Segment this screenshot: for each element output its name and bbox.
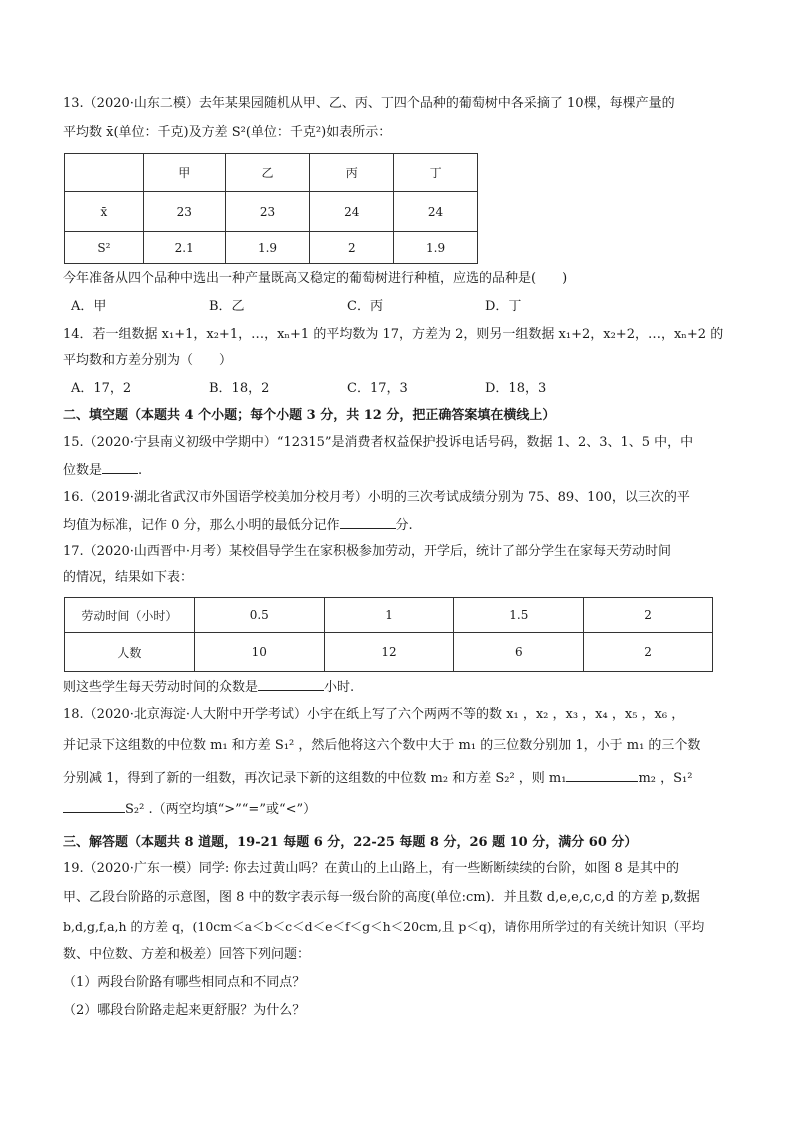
q16-text-end: 分. bbox=[395, 518, 413, 533]
q18-answer-blank-1[interactable] bbox=[566, 768, 638, 782]
q17-line2: 的情况，结果如下表： bbox=[63, 570, 194, 585]
q14-line1: 14．若一组数据 x₁+1，x₂+1，…，xₙ+1 的平均数为 17，方差为 2，则另一组数据 x₁+2，x₂+2，…，xₙ+2 的 bbox=[63, 327, 724, 342]
q13-table-row bbox=[65, 232, 478, 264]
q17-table-row bbox=[65, 598, 713, 633]
q13-cell-label: S² bbox=[65, 232, 144, 264]
q18-answer-blank-2[interactable] bbox=[63, 799, 125, 813]
q14-option-a[interactable]: A．17，2 bbox=[71, 381, 132, 396]
q14-options bbox=[63, 380, 623, 398]
q14-option-c[interactable]: C．17，3 bbox=[347, 381, 408, 396]
q13-cell-label: x̄ bbox=[65, 192, 144, 232]
q13-cell: 24 bbox=[310, 192, 394, 232]
q17-cell: 2 bbox=[584, 598, 713, 633]
q15-text-end: . bbox=[138, 463, 143, 478]
q19-line1: 19.（2020·广东一模）同学: 你去过黄山吗？在黄山的上山路上，有一些断断续续的台阶，如图 8 是其中的 bbox=[63, 861, 679, 876]
q13-header-cell: 丁 bbox=[394, 154, 478, 192]
q16-line1: 16.（2019·湖北省武汉市外国语学校美加分校月考）小明的三次考试成绩分别为 75、89、100，以三次的平 bbox=[63, 490, 690, 505]
q13-header-cell bbox=[65, 154, 144, 192]
q13-cell: 2.1 bbox=[143, 232, 225, 264]
q19-line2: 甲、乙段台阶路的示意图，图 8 中的数字表示每一级台阶的高度(单位:cm)．并且数 d,e,e,c,c,d 的方差 p,数据 bbox=[63, 890, 700, 905]
q19-line3: b,d,g,f,a,h 的方差 q，(10cm＜a＜b＜c＜d＜e＜f＜g＜h＜20cm,且 p＜q)，请你用所学过的有关统计知识（平均 bbox=[63, 919, 705, 934]
q14-option-b[interactable]: B．18，2 bbox=[209, 381, 270, 396]
q13-option-b[interactable]: B．乙 bbox=[209, 299, 245, 314]
q13-header-cell: 丙 bbox=[310, 154, 394, 192]
q13-option-d[interactable]: D．丁 bbox=[485, 299, 522, 314]
q18-line3 bbox=[63, 768, 723, 788]
q17-answer-blank[interactable] bbox=[258, 677, 324, 691]
section-3-heading: 三、解答题（本题共 8 道题，19-21 每题 6 分，22-25 每题 8 分，26 题 10 分，满分 60 分） bbox=[63, 835, 638, 850]
q18-line2: 并记录下这组数的中位数 m₁ 和方差 S₁² ，然后他将这六个数中大于 m₁ 的三位数分别加 1，小于 m₁ 的三个数 bbox=[63, 738, 701, 753]
q17-table-row bbox=[65, 633, 713, 672]
q13-options bbox=[63, 298, 623, 316]
q19-subquestion-1: （1）两段台阶路有哪些相同点和不同点？ bbox=[63, 975, 306, 990]
q17-cell-label: 人数 bbox=[65, 633, 195, 672]
section-2-heading: 二、填空题（本题共 4 个小题；每个小题 3 分，共 12 分，把正确答案填在横线上） bbox=[63, 408, 556, 423]
q17-cell: 12 bbox=[324, 633, 454, 672]
q17-cell-label: 劳动时间（小时） bbox=[65, 598, 195, 633]
q13-line3: 今年准备从四个品种中选出一种产量既高又稳定的葡萄树进行种植，应选的品种是( ) bbox=[63, 271, 568, 286]
q13-option-c[interactable]: C．丙 bbox=[347, 299, 383, 314]
q13-cell: 23 bbox=[225, 192, 310, 232]
q15-answer-blank[interactable] bbox=[102, 460, 138, 474]
q17-cell: 1 bbox=[324, 598, 454, 633]
q17-line1: 17.（2020·山西晋中·月考）某校倡导学生在家积极参加劳动，开学后，统计了部分学生在家每天劳动时间 bbox=[63, 544, 672, 559]
q18-text: 分别减 1，得到了新的一组数，再次记录下新的这组数的中位数 m₂ 和方差 S₂² ，则 m₁ bbox=[63, 771, 567, 786]
q18-text-mid: m₂ ，S₁² bbox=[638, 771, 693, 786]
q16-text: 均值为标准，记作 0 分，那么小明的最低分记作 bbox=[63, 518, 340, 533]
q13-line2: 平均数 x̄(单位：千克)及方差 S²(单位：千克²)如表所示： bbox=[63, 125, 392, 140]
q18-line1: 18.（2020·北京海淀·人大附中开学考试）小宇在纸上写了六个两两不等的数 x₁ ，x₂ ，x₃ ，x₄ ，x₅ ，x₆ ， bbox=[63, 707, 685, 722]
q17-line3 bbox=[63, 677, 723, 697]
q18-text-end: S₂² .（两空均填“>”“=”或“<”） bbox=[125, 802, 317, 817]
q15-line1: 15.（2020·宁县南义初级中学期中）“12315”是消费者权益保护投诉电话号码，数据 1、2、3、1、5 中，中 bbox=[63, 435, 694, 450]
q17-table bbox=[64, 597, 713, 672]
q13-table bbox=[64, 153, 478, 264]
q14-line2: 平均数和方差分别为（ ） bbox=[63, 353, 233, 368]
q17-cell: 0.5 bbox=[194, 598, 324, 633]
q13-cell: 1.9 bbox=[225, 232, 310, 264]
q17-text: 则这些学生每天劳动时间的众数是 bbox=[63, 680, 259, 695]
q13-cell: 24 bbox=[394, 192, 478, 232]
q17-cell: 10 bbox=[194, 633, 324, 672]
q17-cell: 1.5 bbox=[454, 598, 584, 633]
q18-line4 bbox=[63, 799, 723, 819]
q13-table-row bbox=[65, 192, 478, 232]
q19-subquestion-2: （2）哪段台阶路走起来更舒服？为什么？ bbox=[63, 1003, 306, 1018]
q19-line4: 数、中位数、方差和极差）回答下列问题： bbox=[63, 947, 311, 962]
q17-text-end: 小时. bbox=[324, 680, 355, 695]
q14-option-d[interactable]: D．18，3 bbox=[485, 381, 547, 396]
q13-header-cell: 甲 bbox=[143, 154, 225, 192]
q13-cell: 1.9 bbox=[394, 232, 478, 264]
q16-line2 bbox=[63, 515, 723, 535]
q16-answer-blank[interactable] bbox=[340, 515, 396, 529]
q13-header-cell: 乙 bbox=[225, 154, 310, 192]
q17-cell: 6 bbox=[454, 633, 584, 672]
q17-cell: 2 bbox=[584, 633, 713, 672]
q13-option-a[interactable]: A．甲 bbox=[71, 299, 107, 314]
q13-table-header-row bbox=[65, 154, 478, 192]
q13-line1: 13.（2020·山东二模）去年某果园随机从甲、乙、丙、丁四个品种的葡萄树中各采摘了 10棵，每棵产量的 bbox=[63, 96, 675, 111]
q15-text: 位数是 bbox=[63, 463, 103, 478]
q15-line2 bbox=[63, 460, 723, 480]
q13-cell: 23 bbox=[143, 192, 225, 232]
q13-cell: 2 bbox=[310, 232, 394, 264]
